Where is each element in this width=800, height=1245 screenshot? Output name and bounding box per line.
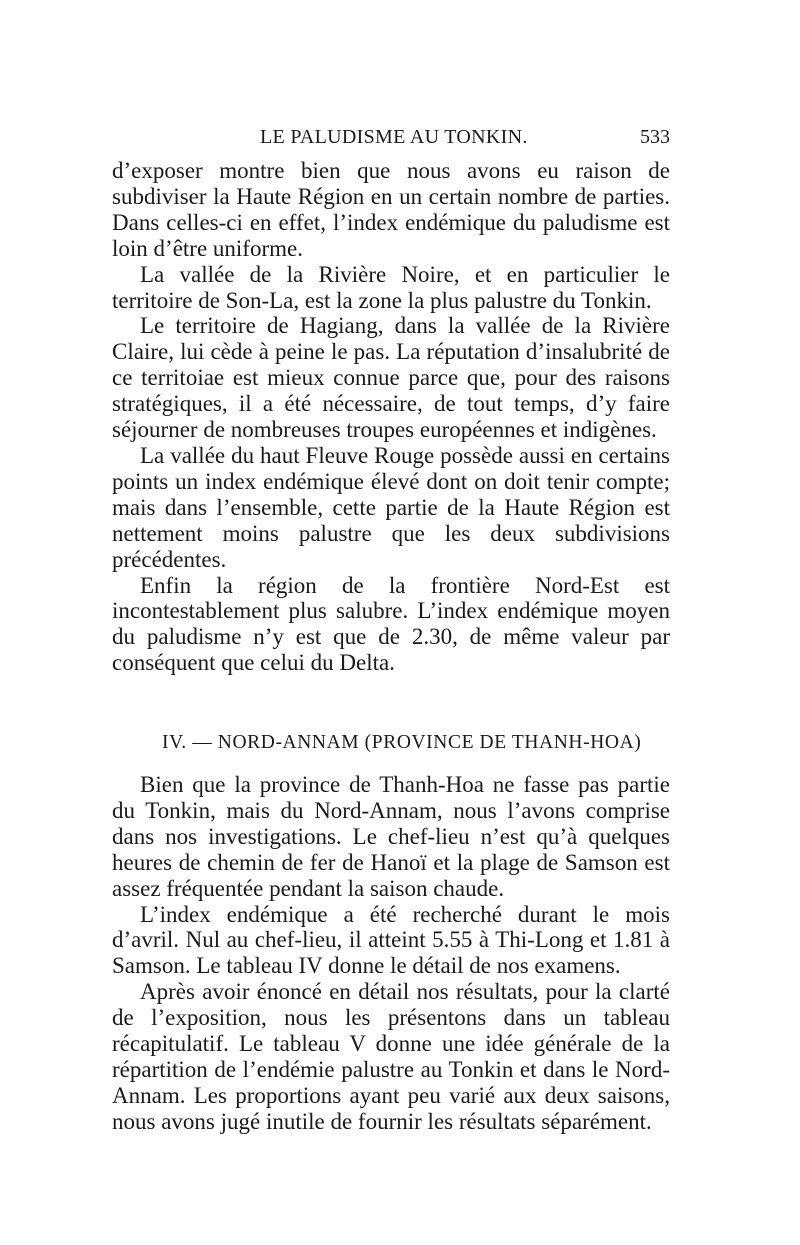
running-head: LE PALUDISME AU TONKIN.: [260, 126, 528, 148]
paragraph: Enfin la région de la frontière Nord-Est est incontestablement plus salubre. L’index endémique moyen du paludisme n’y est que de 2.30, de même valeur par conséquent que celui du Delta.: [112, 572, 670, 676]
page-header: [112, 126, 670, 156]
paragraph: La vallée de la Rivière Noire, et en particulier le territoire de Son-La, est la zone la plus palustre du Tonkin.: [112, 261, 670, 313]
section-heading: IV. — NORD-ANNAM (PROVINCE DE THANH-HOA): [162, 732, 642, 753]
body-text-section-one: [112, 158, 670, 676]
paragraph: d’exposer montre bien que nous avons eu raison de subdiviser la Haute Région en un certain nombre de parties. Dans celles-ci en effet, l’index endémique du paludisme est loin d’être uniforme.: [112, 158, 670, 261]
body-text-section-two: [112, 772, 670, 1135]
page-number: 533: [640, 126, 670, 148]
paragraph: La vallée du haut Fleuve Rouge possède aussi en certains points un index endémique élevé dont on doit tenir compte; mais dans l’ensemble, cette partie de la Haute Région est nettement moins palustre que les deux subdivisions précédentes.: [112, 442, 670, 572]
paragraph: L’index endémique a été recherché durant le mois d’avril. Nul au chef-lieu, il atteint 5.55 à Thi-Long et 1.81 à Samson. Le tableau IV donne le détail de nos examens.: [112, 901, 670, 979]
paragraph: Bien que la province de Thanh-Hoa ne fasse pas partie du Tonkin, mais du Nord-Annam, nous l’avons comprise dans nos investigations. Le chef-lieu n’est qu’à quelques heures de chemin de fer de Hanoï et la plage de Samson est assez fréquentée pendant la saison chaude.: [112, 772, 670, 901]
paragraph: Le territoire de Hagiang, dans la vallée de la Rivière Claire, lui cède à peine le pas. La réputation d’insalubrité de ce territoiae est mieux connue parce que, pour des raisons stratégiques, il a été nécessaire, de tout temps, d’y faire séjourner de nombreuses troupes européennes et indigènes.: [112, 313, 670, 443]
paragraph: Après avoir énoncé en détail nos résultats, pour la clarté de l’exposition, nous les présentons dans un tableau récapitulatif. Le tableau V donne une idée générale de la répartition de l’endémie palustre au Tonkin et dans le Nord-Annam. Les proportions ayant peu varié aux deux saisons, nous avons jugé inutile de fournir les résultats séparément.: [112, 979, 670, 1134]
